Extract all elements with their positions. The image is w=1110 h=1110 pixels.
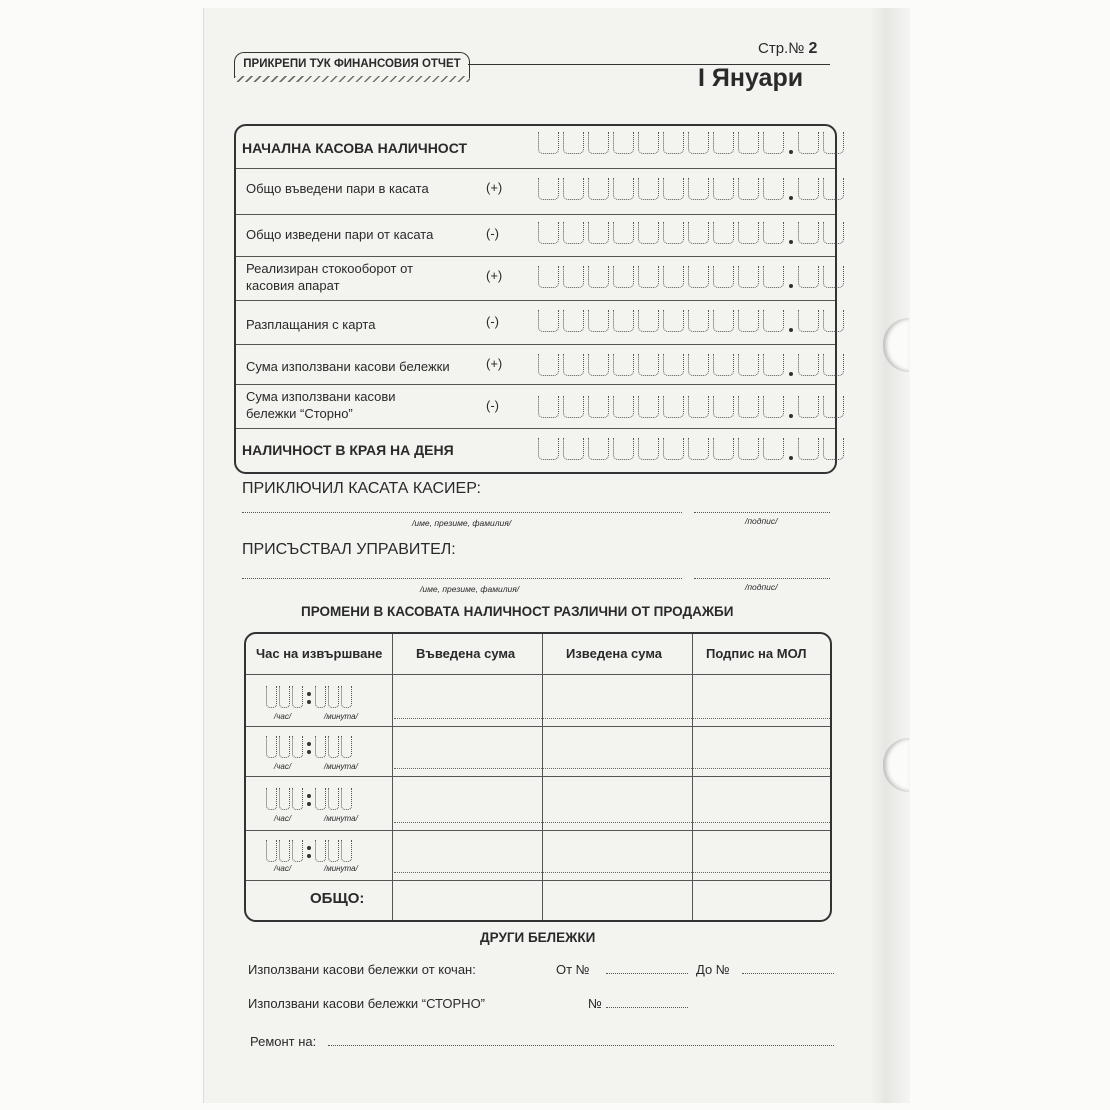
time-digit-boxes[interactable] — [266, 788, 352, 810]
row-label: Общо изведени пари от касата — [246, 227, 434, 242]
manager-signature-line[interactable] — [694, 578, 830, 579]
column-header-out: Изведена сума — [566, 646, 662, 661]
row-sign: (-) — [486, 226, 499, 241]
hour-caption: /час/ — [274, 712, 292, 721]
amount-digit-boxes[interactable] — [538, 222, 844, 244]
cash-changes-table — [244, 632, 832, 922]
name-caption: /име, презиме, фамилия/ — [420, 584, 520, 594]
time-digit-boxes[interactable] — [266, 736, 352, 758]
cashier-signature-line[interactable] — [694, 512, 830, 513]
from-number-label: От № — [556, 962, 590, 977]
row-label: Сума използвани касови бележки “Сторно” — [246, 389, 396, 421]
amount-digit-boxes[interactable] — [538, 354, 844, 376]
page-number: Стр.№ 2 — [758, 40, 818, 57]
month-title: I Януари — [698, 64, 804, 92]
manager-label: ПРИСЪСТВАЛ УПРАВИТЕЛ: — [242, 541, 456, 558]
minute-caption: /минута/ — [324, 762, 358, 771]
cashier-name-line[interactable] — [242, 512, 682, 513]
row-sign: (-) — [486, 314, 499, 329]
hour-caption: /час/ — [274, 864, 292, 873]
amount-digit-boxes[interactable] — [538, 266, 844, 288]
cash-balance-table — [234, 124, 837, 474]
changes-section-title: ПРОМЕНИ В КАСОВАТА НАЛИЧНОСТ РАЗЛИЧНИ ОТ ПРОДАЖБИ — [301, 604, 734, 619]
minute-caption: /минута/ — [324, 814, 358, 823]
column-header-signature: Подпис на МОЛ — [706, 646, 807, 661]
row-label-closing: НАЛИЧНОСТ В КРАЯ НА ДЕНЯ — [242, 442, 454, 458]
to-number-line[interactable] — [742, 973, 834, 974]
hour-caption: /час/ — [274, 814, 292, 823]
time-digit-boxes[interactable] — [266, 840, 352, 862]
row-label: Реализиран стокооборот от касовия апарат — [246, 261, 414, 293]
signature-caption: /подпис/ — [745, 516, 778, 526]
hour-caption: /час/ — [274, 762, 292, 771]
row-label: Общо въведени пари в касата — [246, 181, 429, 196]
notes-title: ДРУГИ БЕЛЕЖКИ — [480, 930, 596, 945]
manager-name-line[interactable] — [242, 578, 682, 579]
time-digit-boxes[interactable] — [266, 686, 352, 708]
amount-digit-boxes[interactable] — [538, 132, 844, 154]
column-header-in: Въведена сума — [416, 646, 516, 661]
used-receipts-label: Използвани касови бележки от кочан: — [248, 962, 476, 977]
name-caption: /име, презиме, фамилия/ — [412, 518, 512, 528]
row-label-opening: НАЧАЛНА КАСОВА НАЛИЧНОСТ — [242, 140, 468, 156]
storno-number-label: № — [588, 996, 602, 1011]
storno-number-line[interactable] — [606, 1007, 688, 1008]
cashier-label: ПРИКЛЮЧИЛ КАСАТА КАСИЕР: — [242, 480, 481, 497]
total-label: ОБЩО: — [310, 890, 365, 907]
row-sign: (+) — [486, 180, 503, 195]
row-label: Сума използвани касови бележки — [246, 359, 450, 374]
attach-report-tab: ПРИКРЕПИ ТУК ФИНАНСОВИЯ ОТЧЕТ — [234, 52, 470, 78]
row-sign: (+) — [486, 356, 503, 371]
amount-digit-boxes[interactable] — [538, 178, 844, 200]
to-number-label: До № — [696, 962, 730, 977]
row-sign: (-) — [486, 398, 499, 413]
page-gutter — [870, 8, 910, 1103]
minute-caption: /минута/ — [324, 864, 358, 873]
amount-digit-boxes[interactable] — [538, 310, 844, 332]
repair-line[interactable] — [328, 1045, 834, 1046]
storno-receipts-label: Използвани касови бележки “СТОРНО” — [248, 996, 486, 1011]
repair-label: Ремонт на: — [250, 1034, 317, 1049]
from-number-line[interactable] — [606, 973, 688, 974]
amount-digit-boxes[interactable] — [538, 438, 844, 460]
minute-caption: /минута/ — [324, 712, 358, 721]
row-sign: (+) — [486, 268, 503, 283]
row-label: Разплащания с карта — [246, 317, 376, 332]
tab-zigzag — [234, 76, 470, 82]
amount-digit-boxes[interactable] — [538, 396, 844, 418]
column-header-time: Час на извършване — [256, 646, 383, 661]
signature-caption: /подпис/ — [745, 582, 778, 592]
